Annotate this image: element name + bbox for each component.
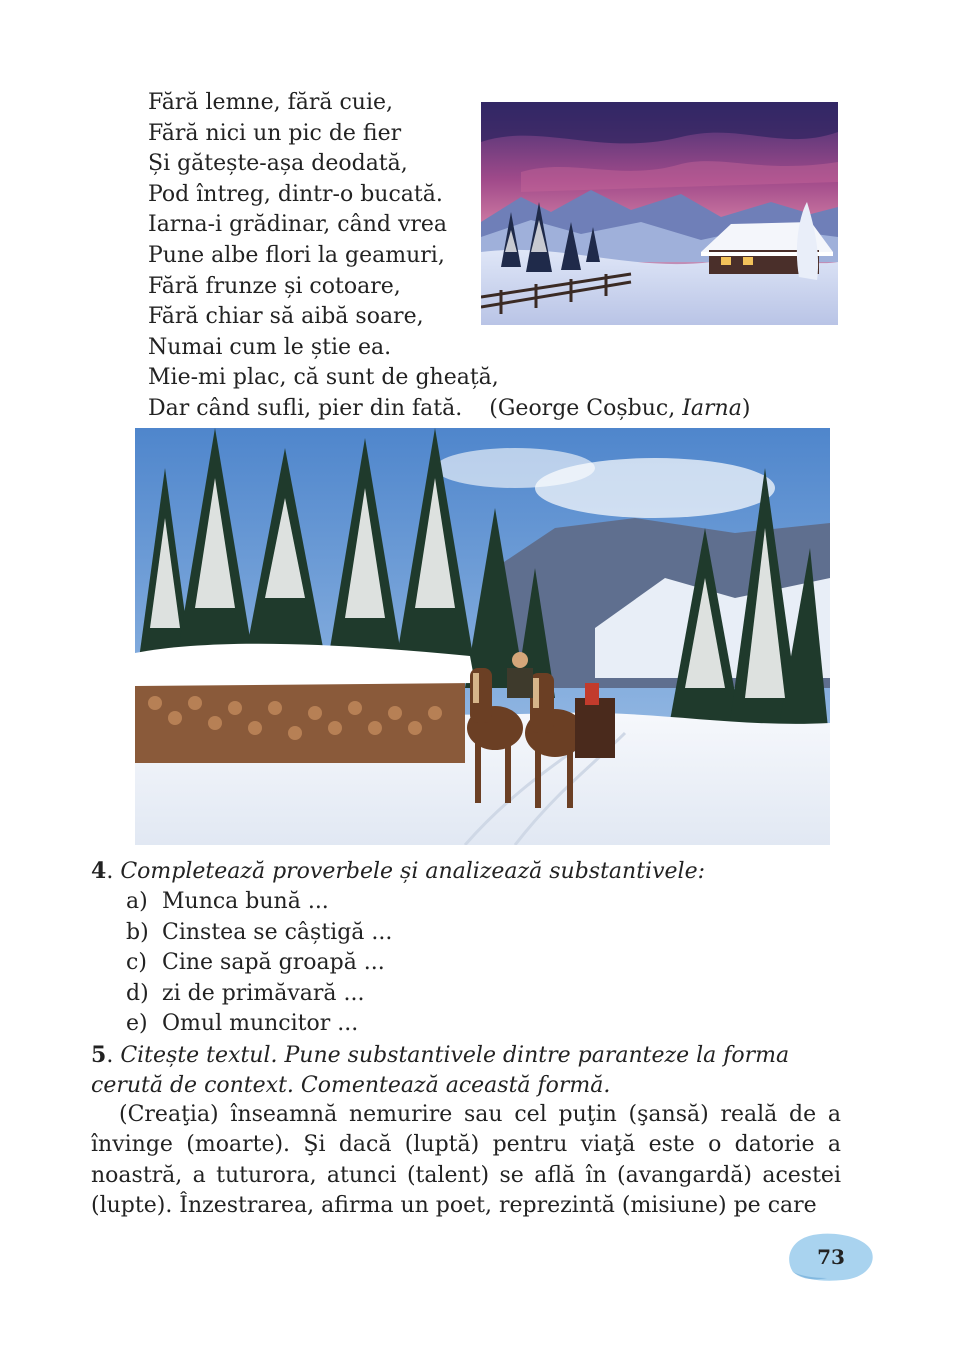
item-label: b) [126,919,149,945]
item-text: Munca bună ... [162,889,329,915]
poem-line: Și gătește-așa deodată, [148,151,408,177]
item-label: a) [126,889,148,915]
exercise-5-number: 5 [91,1042,107,1068]
poem-line: Fără lemne, fără cuie, [148,90,394,115]
poem-citation [489,396,750,421]
list-item [91,1009,841,1039]
citation-close: ) [741,395,751,421]
item-label: c) [126,950,147,976]
item-text: Cine sapă groapă ... [162,950,385,976]
citation-open: ( [489,395,498,421]
winter-cabin-image [481,102,838,325]
item-label: d) [126,980,149,1006]
item-text: Cinstea se câștigă ... [162,919,393,945]
poem-line: Fără frunze și cotoare, [148,273,401,299]
poem-line: Fără chiar să aibă soare, [148,304,424,330]
page-number-badge [783,1232,875,1282]
exercise-5-instruction: Citește textul. Pune substantivele dintre paranteze la forma cerută de context. Comentează această formă. [91,1043,790,1099]
horse-sleigh-image [135,428,830,845]
poem-line: Fără nici un pic de fier [148,120,402,146]
poem-line: Mie-mi plac, că sunt de gheață, [148,365,499,391]
item-text: zi de primăvară ... [162,980,365,1006]
exercise-4-number: 4 [91,858,107,884]
poem-line: Numai cum le știe ea. [148,334,392,360]
citation-work: Iarna [682,395,742,421]
list-item [91,918,841,948]
poem-line: Iarna-i grădinar, când vrea [148,212,448,238]
exercise-4-sep: . [106,859,121,884]
exercise-5-paragraph: (Creaţia) înseamnă nemurire sau cel puţin (şansă) reală de a învinge (moarte). Şi dacă (luptă) pentru viaţă este o datorie a noastră, a tuturora, atunci (talent) se află în (avangardă) acestei (lupte). Înzestrarea, afirma un poet, reprezintă (misiune) pe care [91,1102,841,1219]
poem-line: Pod întreg, dintr-o bucată. [148,181,443,207]
citation-author: George Coșbuc, [497,395,683,421]
exercise-4 [91,856,841,1039]
poem-last-line [148,394,788,425]
exercise-5 [91,1040,841,1102]
poem-line: Dar când sufli, pier din fată. [148,395,463,421]
item-label: e) [126,1011,148,1037]
exercise-5-title [91,1040,841,1102]
exercise-5-sep: . [106,1043,121,1068]
item-text: Omul muncitor ... [162,1011,359,1037]
exercise-4-instruction: Completează proverbele și analizează substantivele: [120,859,705,884]
poem-line: Pune albe flori la geamuri, [148,242,445,268]
exercise-4-title [91,856,841,887]
list-item [91,979,841,1009]
list-item [91,887,841,917]
exercise-4-items [91,887,841,1039]
page-number: 73 [817,1245,845,1269]
list-item [91,948,841,978]
